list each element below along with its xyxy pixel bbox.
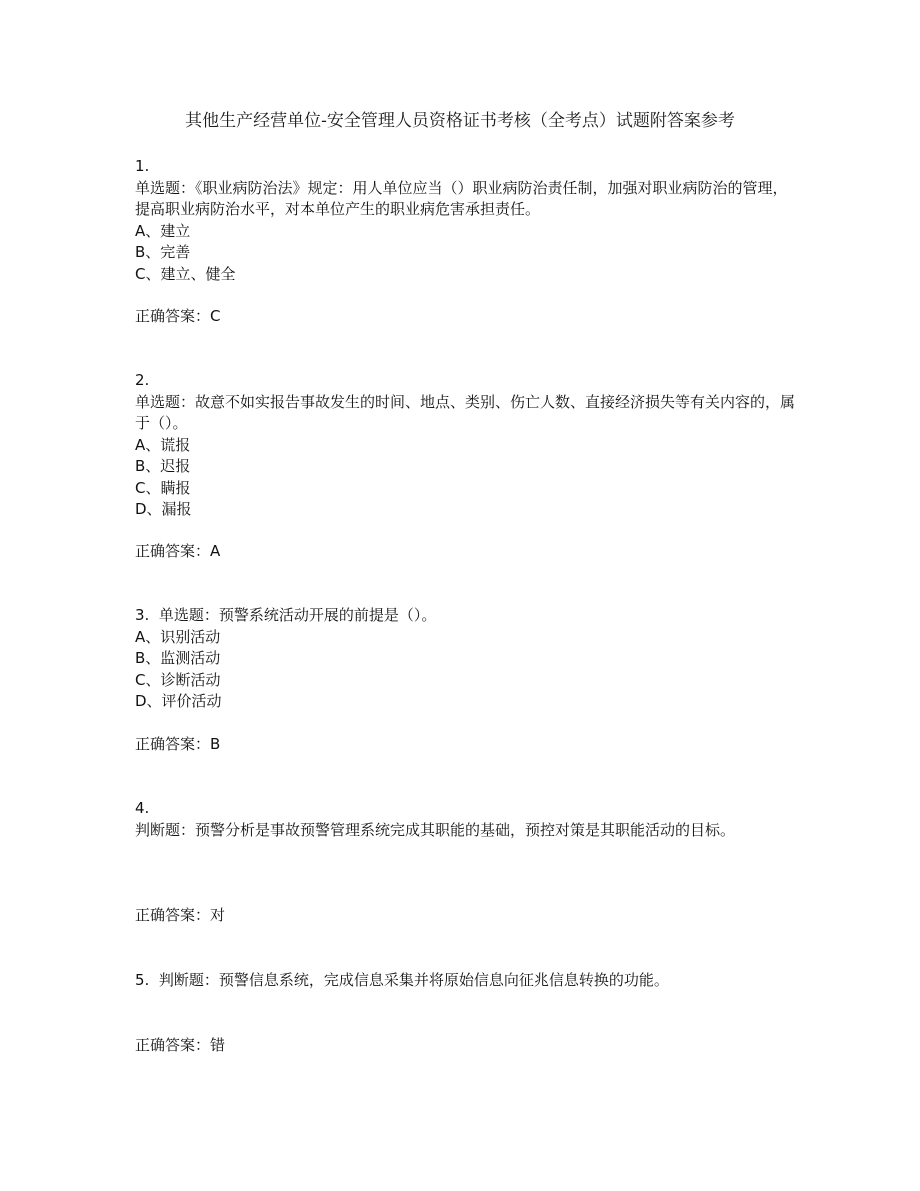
option-c: C、诊断活动 <box>135 670 221 689</box>
option-b: B、迟报 <box>135 457 191 475</box>
question-5 <box>135 970 795 992</box>
option-a: A、识别活动 <box>135 627 221 646</box>
question-3 <box>135 605 795 713</box>
option-d: D、评价活动 <box>135 692 222 710</box>
answer-1: 正确答案：C <box>135 307 221 325</box>
option-b: B、完善 <box>135 243 191 261</box>
option-d: D、漏报 <box>135 500 192 518</box>
question-number: 1. <box>135 157 150 175</box>
question-stem: 判断题：预警分析是事故预警管理系统完成其职能的基础，预控对策是其职能活动的目标。 <box>135 820 736 839</box>
question-stem: 判断题：预警信息系统，完成信息采集并将原始信息向征兆信息转换的功能。 <box>158 971 669 989</box>
question-number: 2. <box>135 371 150 389</box>
option-c: C、建立、健全 <box>135 264 236 283</box>
question-number: 4. <box>135 799 150 817</box>
question-heading <box>135 605 795 627</box>
question-number: 5. <box>135 971 150 989</box>
option-a: A、谎报 <box>135 435 191 454</box>
page-title: 其他生产经营单位-安全管理人员资格证书考核（全考点）试题附答案参考 <box>185 111 735 131</box>
answer-4: 正确答案：对 <box>135 906 226 924</box>
option-c: C、瞒报 <box>135 478 191 497</box>
answer-3: 正确答案：B <box>135 735 221 753</box>
answer-5: 正确答案：错 <box>135 1036 226 1054</box>
question-stem: 单选题：《职业病防治法》规定：用人单位应当（）职业病防治责任制，加强对职业病防治的管理，提高职业病防治水平，对本单位产生的职业病危害承担责任。 <box>135 178 788 218</box>
question-stem: 单选题：故意不如实报告事故发生的时间、地点、类别、伤亡人数、直接经济损失等有关内容的，属于（）。 <box>135 392 796 432</box>
option-b: B、监测活动 <box>135 649 221 667</box>
question-1 <box>135 156 795 285</box>
question-2 <box>135 370 795 521</box>
question-stem: 单选题：预警系统活动开展的前提是（）。 <box>158 606 437 624</box>
option-a: A、建立 <box>135 221 191 240</box>
answer-2: 正确答案：A <box>135 542 221 560</box>
question-number: 3. <box>135 606 150 624</box>
question-heading <box>135 970 795 992</box>
question-4 <box>135 798 795 841</box>
